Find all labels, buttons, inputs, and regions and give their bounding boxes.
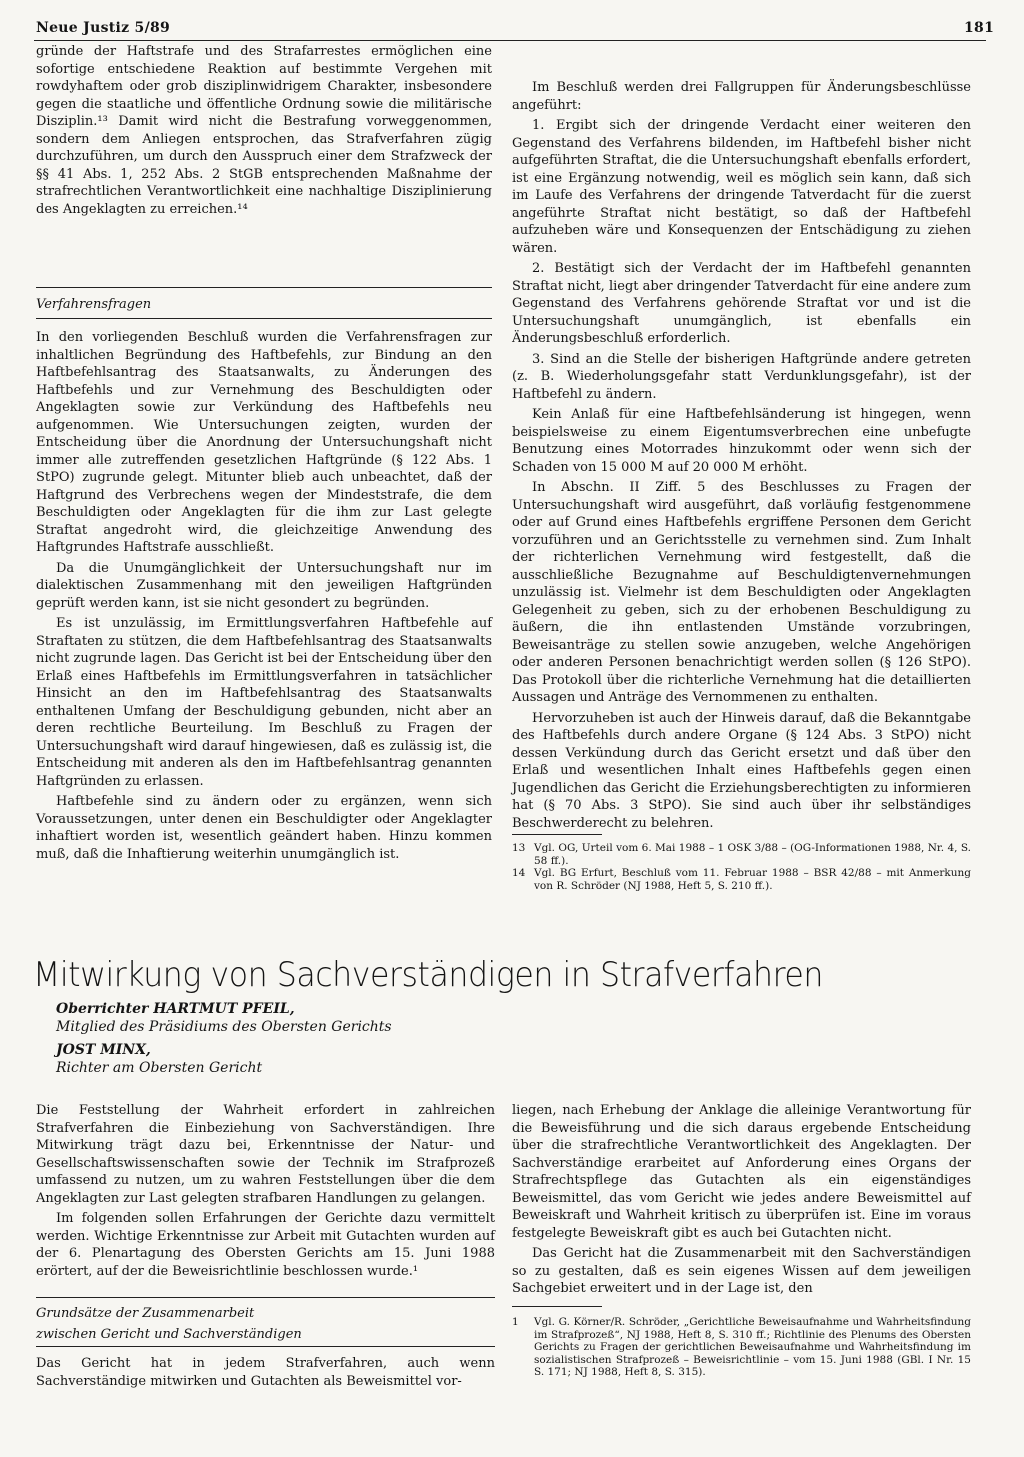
footnote-text: Vgl. G. Körner/R. Schröder, „Gerichtliche Beweisaufnahme und Wahrheitsfindung im Strafprozeß“, NJ 1988, Heft 8, S. 310 ff.; Richtlinie des Plenums des Obersten Gerichts zu Fragen der gerichtlichen Beweisaufnahme und Wahrheitsfindung im sozialistischen Strafprozeß – Beweisrichtlinie – vom 15. Juni 1988 (GBl. I Nr. 15 S. 171; NJ 1988, Heft 8, S. 315).	[534, 1316, 971, 1378]
article-title: Mitwirkung von Sachverständigen in Strafverfahren	[33, 955, 824, 995]
subheading-line: Grundsätze der Zusammenarbeit	[36, 1306, 255, 1321]
paragraph: Im Beschluß werden drei Fallgruppen für Änderungsbeschlüsse angeführt:	[512, 80, 971, 113]
footnote	[512, 842, 971, 867]
article-footnotes	[512, 1316, 971, 1379]
section-rule-bottom	[36, 318, 492, 319]
paragraph: Da die Unumgänglichkeit der Untersuchungshaft nur im dialektischen Zusammenhang mit den jeweiligen Haftgründen geprüft werden kann, ist sie nicht gesondert zu begründen.	[36, 560, 492, 611]
section-heading-block	[36, 296, 492, 317]
paragraph: Das Gericht hat in jedem Strafverfahren, auch wenn Sachverständige mitwirken und Gutachten als Beweismittel vor-	[36, 1356, 495, 1389]
subheading-rule-top	[36, 1297, 495, 1298]
section-heading: Verfahrensfragen	[36, 297, 152, 312]
footnote	[512, 867, 971, 892]
right-column-top	[512, 79, 971, 835]
paragraph: 2. Bestätigt sich der Verdacht der im Haftbefehl genannten Straftat nicht, liegt aber dringender Tatverdacht für eine andere zum Gegenstand des Verfahrens gehörende Straftat vor und ist die Untersuchungshaft unumgänglich, ist ebenfalls ein Änderungsbeschluß erforderlich.	[512, 261, 971, 346]
page-number: 181	[964, 20, 995, 36]
subheading-rule-bottom	[36, 1346, 495, 1347]
author-2-name: JOST MINX,	[56, 1042, 151, 1058]
footnote-text: Vgl. OG, Urteil vom 6. Mai 1988 – 1 OSK 3/88 – (OG-Informationen 1988, Nr. 4, S. 58 ff.).	[534, 842, 971, 867]
subheading-block	[36, 1305, 495, 1346]
article-right-column	[512, 1102, 971, 1301]
author-1-role: Mitglied des Präsidiums des Obersten Gerichts	[56, 1019, 392, 1035]
paragraph: Die Feststellung der Wahrheit erfordert in zahlreichen Strafverfahren die Einbeziehung von Sachverständigen. Ihre Mitwirkung trägt dazu bei, Erkenntnisse der Natur- und Gesellschaftswissenschaften sowie der Technik im Strafprozeß umfassend zu nutzen, um zu wahren Feststellungen über die dem Angeklagten zur Last gelegten strafbaren Handlungen zu gelangen.	[36, 1103, 495, 1206]
section-rule-top	[36, 287, 492, 288]
footnote	[512, 1316, 971, 1379]
left-column-top	[36, 43, 492, 221]
author-2-role: Richter am Obersten Gericht	[56, 1060, 263, 1076]
paragraph: 3. Sind an die Stelle der bisherigen Haftgründe andere getreten (z. B. Wiederholungsgefahr statt Verdunklungsgefahr), ist der Haftbefehl zu ändern.	[512, 351, 971, 402]
subheading-line: zwischen Gericht und Sachverständigen	[36, 1326, 302, 1342]
footnote-rule	[512, 834, 602, 835]
paragraph: Es ist unzulässig, im Ermittlungsverfahren Haftbefehle auf Straftaten zu stützen, die dem Haftbefehlsantrag des Staatsanwalts nicht zugrunde lagen. Das Gericht ist bei der Entscheidung über den Erlaß eines Haftbefehls im Ermittlungsverfahren in tatsächlicher Hinsicht an den im Haftbefehlsantrag des Staatsanwalts enthaltenen Umfang der Beschuldigung gebunden, nicht aber an deren rechtliche Beurteilung. Im Beschluß zu Fragen der Untersuchungshaft wird darauf hingewiesen, daß es zulässig ist, die Entscheidung mit anderen als den im Haftbefehlsantrag genannten Haftgründen zu erlassen.	[36, 616, 492, 789]
paragraph: liegen, nach Erhebung der Anklage die alleinige Verantwortung für die Beweisführung und die sich daraus ergebende Entscheidung über die strafrechtliche Verantwortlichkeit des Angeklagten. Der Sachverständige erarbeitet auf Anforderung eines Organs der Strafrechtspflege das Gutachten als ein eigenständiges Beweismittel, das vom Gericht wie jedes andere Beweismittel auf Beweiskraft und Wahrheit kritisch zu überprüfen ist. Eine im voraus festgelegte Beweiskraft gibt es auch bei Gutachten nicht.	[512, 1103, 971, 1241]
journal-header: Neue Justiz 5/89	[36, 20, 171, 36]
left-column-body	[36, 329, 492, 866]
paragraph: In Abschn. II Ziff. 5 des Beschlusses zu Fragen der Untersuchungshaft wird ausgeführt, daß vorläufig festgenommene oder auf Grund eines Haftbefehls ergriffene Personen dem Gericht vorzuführen und an Gerichtsstelle zu vernehmen sind. Zum Inhalt der richterlichen Vernehmung wird festgestellt, daß die ausschließliche Bezugnahme auf Beschuldigtenvernehmungen unzulässig ist. Vielmehr ist dem Beschuldigten oder Angeklagten Gelegenheit zu geben, sich zu der erhobenen Beschuldigung zu äußern, die ihn entlastenden Umstände vorzubringen, Beweisanträge zu stellen sowie anzugeben, welche Angehörigen oder anderen Personen benachrichtigt werden sollen (§ 126 StPO). Das Protokoll über die richterliche Vernehmung hat die detaillierten Aussagen und Anträge des Vernommenen zu enthalten.	[512, 480, 971, 705]
paragraph: gründe der Haftstrafe und des Strafarrestes ermöglichen eine sofortige entschiedene Reaktion auf bestimmte Vergehen mit rowdyhaftem oder grob disziplinwidrigem Charakter, insbesondere gegen die staatliche und öffentliche Ordnung sowie die militärische Disziplin.¹³ Damit wird nicht die Bestrafung vorweggenommen, sondern dem Anliegen entsprochen, das Strafverfahren zügig durchzuführen, um durch den Ausspruch einer dem Strafzweck der §§ 41 Abs. 1, 252 Abs. 2 StGB entsprechenden Maßnahme der strafrechtlichen Verantwortlichkeit eine nachhaltige Disziplinierung des Angeklagten zu erreichen.¹⁴	[36, 44, 492, 217]
header-rule	[34, 40, 986, 41]
footnote-number: 14	[512, 867, 526, 879]
paragraph: Kein Anlaß für eine Haftbefehlsänderung ist hingegen, wenn beispielsweise zu einem Eigentumsverbrechen eine unbefugte Benutzung eines Motorrades hinzukommt oder wenn sich der Schaden von 15 000 M auf 20 000 M erhöht.	[512, 407, 971, 475]
paragraph: In den vorliegenden Beschluß wurden die Verfahrensfragen zur inhaltlichen Begründung des Haftbefehls, zur Bindung an den Haftbefehlsantrag des Staatsanwalts, zu Änderungen des Haftbefehls und zur Vernehmung des Beschuldigten oder Angeklagten sowie zur Verkündung des Haftbefehls neu aufgenommen. Wie Untersuchungen zeigten, wurden der Entscheidung über die Anordnung der Untersuchungshaft nicht immer alle zutreffenden gesetzlichen Haftgründe (§ 122 Abs. 1 StPO) zugrunde gelegt. Mitunter blieb auch unbeachtet, daß der Haftgrund des Verbrechens wegen der Mindeststrafe, die dem Beschuldigten oder Angeklagten für die ihm zur Last gelegte Straftat angedroht wird, die gleichzeitige Anwendung des Haftgrundes Haftstrafe ausschließt.	[36, 330, 492, 555]
article-left-column	[36, 1102, 495, 1283]
footnote-number: 13	[512, 842, 526, 854]
paragraph: Haftbefehle sind zu ändern oder zu ergänzen, wenn sich Voraussetzungen, unter denen ein Beschuldigter oder Angeklagter inhaftiert worden ist, wesentlich geändert haben. Hinzu kommen muß, daß die Inhaftierung weiterhin unumgänglich ist.	[36, 794, 492, 862]
paragraph: 1. Ergibt sich der dringende Verdacht einer weiteren den Gegenstand des Verfahrens bildenden, im Haftbefehl bisher nicht aufgeführten Straftat, die die Untersuchungshaft ebenfalls erfordert, ist eine Ergänzung notwendig, weil es möglich sein kann, daß sich im Laufe des Verfahrens der dringende Tatverdacht für die zuerst angeführte Straftat nicht bestätigt, so daß der Haftbefehl aufzuheben wäre und Konsequenzen der Entschädigung zu ziehen wären.	[512, 118, 971, 256]
footnote-number: 1	[512, 1316, 519, 1328]
author-1-name: Oberrichter HARTMUT PFEIL,	[56, 1001, 295, 1017]
footnotes-top	[512, 842, 971, 892]
footnote-rule	[512, 1306, 602, 1307]
article-left-tail	[36, 1355, 495, 1393]
paragraph: Im folgenden sollen Erfahrungen der Gerichte dazu vermittelt werden. Wichtige Erkenntnisse zur Arbeit mit Gutachten wurden auf der 6. Plenartagung des Obersten Gerichts am 15. Juni 1988 erörtert, auf der die Beweisrichtlinie beschlossen wurde.¹	[36, 1211, 495, 1279]
paragraph: Das Gericht hat die Zusammenarbeit mit den Sachverständigen so zu gestalten, daß es sein eigenes Wissen auf dem jeweiligen Sachgebiet erweitert und in der Lage ist, den	[512, 1246, 971, 1296]
footnote-text: Vgl. BG Erfurt, Beschluß vom 11. Februar 1988 – BSR 42/88 – mit Anmerkung von R. Schröder (NJ 1988, Heft 5, S. 210 ff.).	[534, 867, 971, 892]
paragraph: Hervorzuheben ist auch der Hinweis darauf, daß die Bekanntgabe des Haftbefehls durch andere Organe (§ 124 Abs. 3 StPO) nicht dessen Verkündung durch das Gericht ersetzt und daß über den Erlaß und wesentlichen Inhalt eines Haftbefehls gegen einen Jugendlichen das Gericht die Erziehungsberechtigten zu informieren hat (§ 70 Abs. 3 StPO). Sie sind auch über ihr selbständiges Beschwerderecht zu belehren.	[512, 710, 971, 831]
